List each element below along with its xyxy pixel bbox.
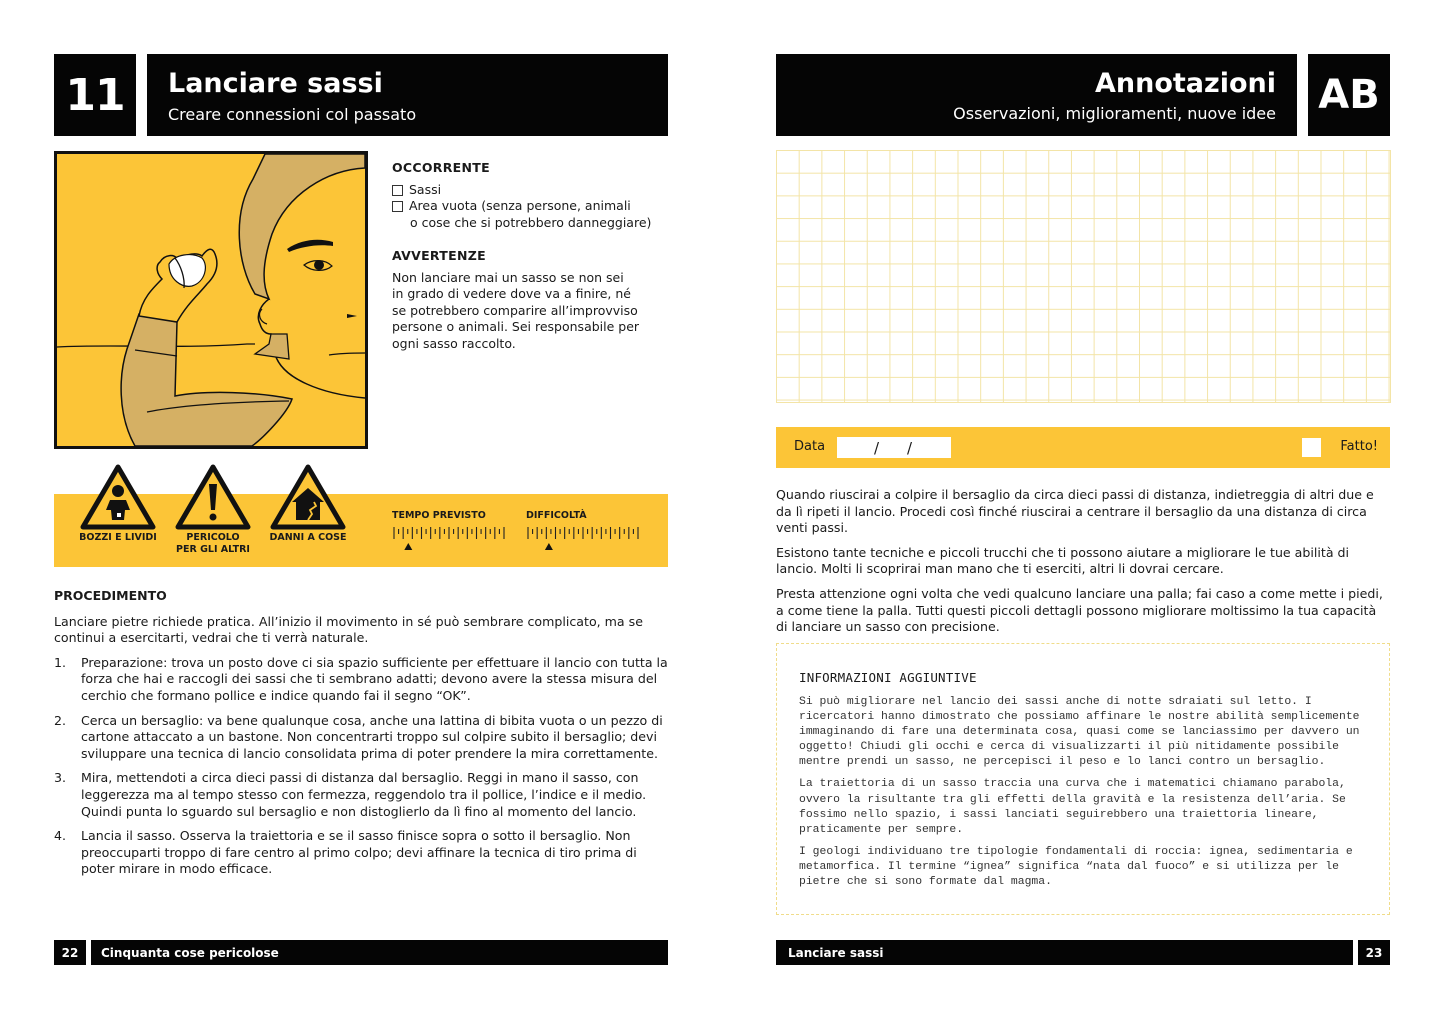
checklist-item-label: Area vuota (senza persone, animali — [409, 198, 631, 213]
step-number: 4. — [54, 828, 67, 844]
child-hazard-icon — [80, 464, 156, 530]
date-separator: / — [907, 439, 913, 457]
warning-line: Non lanciare mai un sasso se non sei — [392, 269, 624, 285]
ruler-tempo — [392, 525, 507, 555]
hazard-label: DANNI A COSE — [269, 532, 347, 543]
notes-text — [776, 487, 1390, 644]
illustration-drawing — [57, 154, 365, 446]
hazard-bozzi — [73, 464, 163, 544]
info-box — [776, 643, 1390, 915]
chapter-title-block — [147, 54, 668, 136]
avvertenze-heading: AVVERTENZE — [392, 248, 486, 263]
info-paragraph: La traiettoria di un sasso traccia una curva che i matematici chiamano parabola, ovvero la risultante tra gli effetti della gravità e la resistenza dell’aria. Se fossimo nello spazio, i sassi lanciati seguirebbero una traiettoria lineare, praticamente per sempre. — [799, 778, 1346, 836]
warning-line: se potrebbero comparire all’improvviso — [392, 302, 638, 318]
section-code: AB — [1308, 54, 1390, 136]
house-hazard-icon — [270, 464, 346, 530]
chapter-number: 11 — [54, 54, 136, 136]
notes-grid-area[interactable] — [776, 150, 1391, 403]
procedure-step — [54, 655, 668, 705]
chapter-subtitle: Creare connessioni col passato — [168, 105, 417, 124]
info-body — [799, 695, 1371, 897]
info-heading: INFORMAZIONI AGGIUNTIVE — [799, 670, 977, 685]
procedure-step — [54, 828, 668, 878]
notes-title-block — [776, 54, 1297, 136]
step-text: Preparazione: trova un posto dove ci sia spazio sufficiente per effettuare il lancio con tutta la forza che hai e raccogli dei sassi che ti sembrano adatti; devono avere la stessa misura del cerchio che formano pollice e indice quando fai il segno “OK”. — [81, 654, 668, 703]
notes-subtitle: Osservazioni, miglioramenti, nuove idee — [953, 104, 1276, 123]
step-number: 2. — [54, 712, 67, 728]
warning-line: persone o animali. Sei responsabile per — [392, 319, 640, 334]
step-text: Lancia il sasso. Osserva la traiettoria e se il sasso finisce sopra o sotto il bersaglio. Non preoccuparti troppo di fare centro al primo colpo; devi affinare la tecnica di tiro prima di poter mirare in modo efficace. — [81, 828, 637, 877]
scale-label: DIFFICOLTÀ — [526, 510, 587, 521]
warning-line: ogni sasso raccolto. — [392, 335, 516, 351]
procedure-heading: PROCEDIMENTO — [54, 588, 167, 603]
ruler-pointer-icon — [545, 543, 553, 550]
hazard-band — [54, 494, 668, 567]
checklist-item-label: Sassi — [409, 181, 442, 197]
checkbox[interactable] — [392, 185, 403, 196]
step-text: Cerca un bersaglio: va bene qualunque cosa, anche una lattina di bibita vuota o un pezzo di cartone attaccato a un bastone. Non concentrarti troppo sul colpire subito il bersaglio; devi sviluppare una tecnica di lancio consolidata prima di poter prendere la mira correttamente. — [81, 712, 663, 761]
date-label: Data — [794, 439, 826, 454]
requirements-and-warnings — [392, 160, 672, 352]
scale-tempo-previsto — [392, 510, 512, 555]
hazard-label — [168, 532, 258, 556]
checklist-item[interactable] — [392, 182, 672, 199]
done-checkbox[interactable] — [1302, 438, 1321, 457]
scale-difficolta — [526, 510, 646, 555]
paragraph: Presta attenzione ogni volta che vedi qualcuno lanciare una palla; fai caso a come mette i piedi, a come tiene la palla. Tutti questi piccoli dettagli possono migliorare moltissimo la tua capacità di lanciare un sasso con precisione. — [776, 585, 1383, 635]
scale-label: TEMPO PREVISTO — [392, 510, 486, 521]
exclamation-hazard-icon — [175, 464, 251, 530]
ruler-difficolta — [526, 525, 641, 555]
procedure-section — [54, 588, 668, 886]
info-paragraph: Si può migliorare nel lancio dei sassi anche di notte sdraiati sul letto. I ricercatori hanno dimostrato che possiamo affinare le nostre abilità semplicemente immaginando di fare una determinata cosa, quasi come se lanciassimo per davvero un oggetto! Chiudi gli occhi e cerca di visualizzarti il più nitidamente possibile mentre prendi un sasso, ne percepisci il peso e lo lanci contro un bersaglio. — [799, 696, 1360, 769]
hazard-label-line: PER GLI ALTRI — [176, 544, 250, 555]
checklist-item-continuation: o cose che si potrebbero danneggiare) — [410, 214, 652, 230]
date-field[interactable] — [837, 437, 951, 458]
info-paragraph: I geologi individuano tre tipologie fondamentali di roccia: ignea, sedimentaria e metamorfica. Il termine “ignea” significa “nata dal fuoco” e si utilizza per le pietre che si sono formate dal magma. — [799, 845, 1353, 889]
ruler-pointer-icon — [404, 543, 412, 550]
chapter-title: Lanciare sassi — [168, 68, 383, 99]
date-bar — [776, 427, 1390, 468]
notes-title: Annotazioni — [1094, 68, 1276, 99]
illustration-person-throwing — [54, 151, 368, 449]
done-label: Fatto! — [1340, 439, 1378, 454]
hazard-pericolo — [168, 464, 258, 556]
warning-line: in grado di vedere dove va a finire, né — [392, 286, 631, 301]
procedure-step — [54, 770, 668, 820]
procedure-steps — [54, 655, 668, 878]
page-number-left: 22 — [54, 940, 86, 965]
checkbox[interactable] — [392, 201, 403, 212]
step-number: 1. — [54, 654, 67, 670]
step-text: Mira, mettendoti a circa dieci passi di distanza dal bersaglio. Reggi in mano il sasso, con leggerezza ma al tempo stesso con fermezza, reggendolo tra il pollice, l’indice e il medio. Quindi punta lo sguardo sul bersaglio e non distoglierlo da lì fino al momento del lancio. — [81, 770, 647, 819]
paragraph: Esistono tante tecniche e piccoli trucchi che ti possono aiutare a migliorare le tue abilità di lancio. Molti li scoprirai man mano che ti eserciti, altri li dovrai cercare. — [776, 544, 1350, 577]
footer-section-title: Lanciare sassi — [776, 940, 1353, 965]
hazard-label-line: PERICOLO — [186, 532, 240, 543]
hazard-danni — [263, 464, 353, 544]
date-separator: / — [874, 439, 880, 457]
procedure-step — [54, 713, 668, 763]
page-number-right: 23 — [1358, 940, 1390, 965]
occorrente-heading: OCCORRENTE — [392, 160, 490, 175]
procedure-intro: Lanciare pietre richiede pratica. All’inizio il movimento in sé può sembrare complicato, ma se continui a esercitarti, vedrai che ti verrà naturale. — [54, 613, 643, 646]
paragraph: Quando riuscirai a colpire il bersaglio da circa dieci passi di distanza, indietreggia di altri due e da lì ripeti il lancio. Procedi così finché riuscirai a centrare il bersaglio da una distanza di circa venti passi. — [776, 487, 1374, 536]
footer-book-title: Cinquanta cose pericolose — [91, 940, 668, 965]
step-number: 3. — [54, 770, 67, 786]
hazard-label: BOZZI E LIVIDI — [79, 532, 157, 543]
checklist-item[interactable] — [392, 198, 672, 215]
